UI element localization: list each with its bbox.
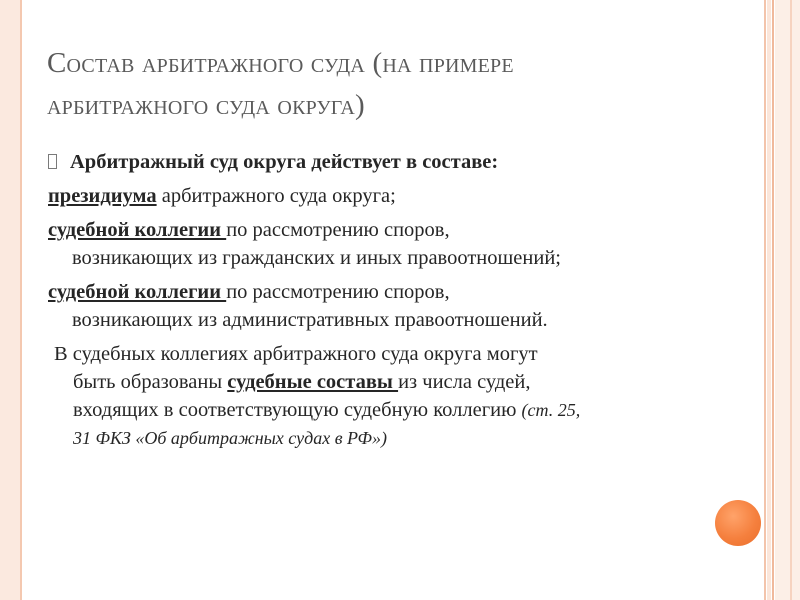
item-text-line2: возникающих из административных правоотношений. bbox=[72, 309, 548, 331]
right-stripe-5 bbox=[790, 0, 792, 600]
bullet-heading bbox=[48, 148, 708, 176]
closing-line-2-pre: быть образованы bbox=[73, 371, 228, 393]
list-item-civil-collegium bbox=[48, 216, 708, 272]
orange-circle-decoration bbox=[715, 500, 761, 546]
closing-line-1: В судебных коллегиях арбитражного суда округа могут bbox=[54, 343, 538, 365]
item-text: арбитражного суда округа; bbox=[156, 185, 396, 207]
closing-line-2-post: из числа судей, bbox=[398, 371, 531, 393]
closing-line-3: входящих в соответствующую судебную коллегию bbox=[73, 399, 522, 421]
left-decorative-band bbox=[0, 0, 20, 600]
right-stripe-1 bbox=[764, 0, 766, 600]
right-stripe-4 bbox=[775, 0, 800, 600]
list-item-presidium bbox=[48, 182, 708, 210]
title-line-2: арбитражного суда округа) bbox=[47, 89, 365, 121]
right-stripe-2 bbox=[767, 0, 771, 600]
item-highlight: судебной коллегии bbox=[48, 219, 227, 241]
bullet-heading-text: Арбитражный суд округа действует в составе: bbox=[70, 151, 499, 173]
list-item-admin-collegium bbox=[48, 278, 708, 334]
item-text-line2: возникающих из гражданских и иных правоотношений; bbox=[72, 247, 561, 269]
item-text: по рассмотрению споров, bbox=[226, 219, 450, 241]
left-decorative-line bbox=[20, 0, 22, 600]
item-highlight: президиума bbox=[48, 185, 157, 207]
closing-paragraph bbox=[48, 340, 708, 452]
item-text: по рассмотрению споров, bbox=[226, 281, 450, 303]
item-highlight: судебной коллегии bbox=[48, 281, 227, 303]
slide-body bbox=[48, 148, 708, 458]
right-stripe-3 bbox=[772, 0, 774, 600]
title-line-1: Состав арбитражного суда (на примере bbox=[47, 47, 514, 79]
citation-part-2: 31 ФКЗ «Об арбитражных судах в РФ») bbox=[73, 428, 387, 448]
bullet-box-icon bbox=[48, 154, 57, 169]
slide-title bbox=[47, 42, 687, 126]
citation-part-1: (ст. 25, bbox=[521, 400, 581, 420]
closing-highlight: судебные составы bbox=[227, 371, 399, 393]
